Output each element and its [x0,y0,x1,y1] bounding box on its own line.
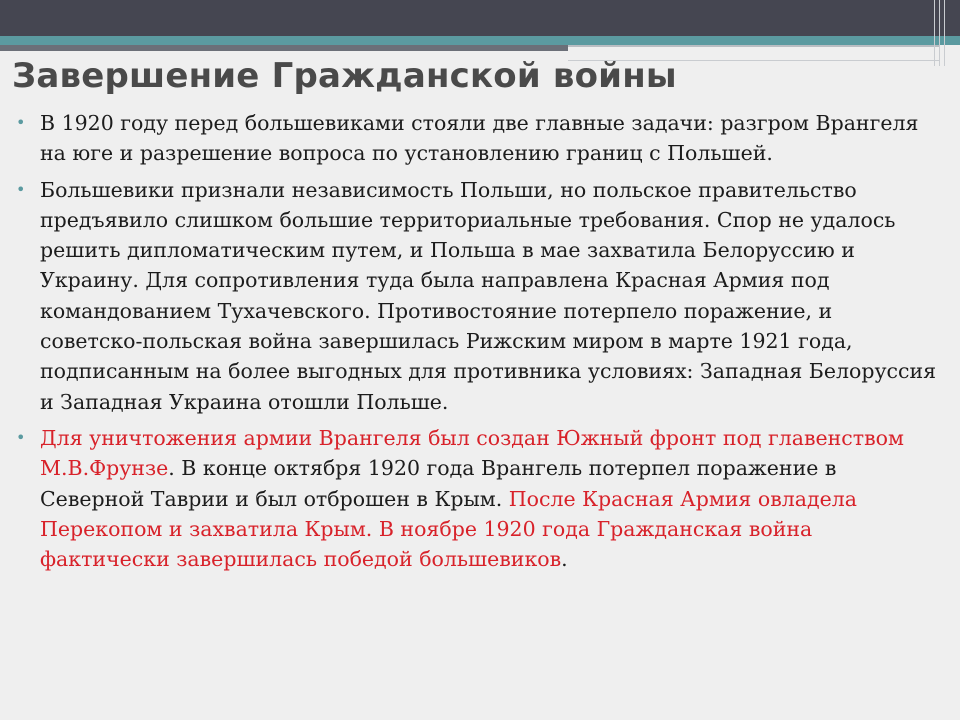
bullet-text: В 1920 году перед большевиками стояли две главные задачи: разгром Врангеля на юге и разрешение вопроса по установлению границ с Польшей. [40,111,919,166]
bullet-text: . [561,547,568,572]
highlighted-text: После Красная Армия овладела Перекопом и захватила Крым. В ноябре 1920 года Гражданская война фактически завершилась победой большевиков [40,486,858,572]
corner-accent-lines [932,0,960,66]
bullet-item [16,108,940,169]
header-tab-line [568,45,940,47]
bullet-list [16,108,940,580]
header-accent-band [0,36,960,45]
header-tab-left [0,45,568,51]
bullet-item [16,423,940,574]
bullet-item [16,175,940,417]
bullet-icon: • [16,179,26,199]
bullet-text: Большевики признали независимость Польши, но польское правительство предъявило слишком большие территориальные требования. Спор не удалось решить дипломатическим путем, и Польша в мае захватила Белоруссию и Украину. Для сопротивления туда была направлена Красная Армия под командованием Тухачевского. Противостояние потерпело поражение, и советско-польская война завершилась Рижским миром в марте 1921 года, подписанным на более выгодных для противника условиях: Западная Белоруссия и Западная Украина отошли Польше. [40,177,937,414]
bullet-text: . В конце октября 1920 года Врангель потерпел поражение в Северной Таврии и был отброшен в Крым. [40,456,837,511]
slide-title: Завершение Гражданской войны [12,56,677,96]
bullet-icon: • [16,113,26,132]
highlighted-text: Для уничтожения армии Врангеля был создан Южный фронт под главенством М.В.Фрунзе [40,425,904,481]
header-bar [0,0,960,36]
bullet-icon: • [16,427,26,447]
